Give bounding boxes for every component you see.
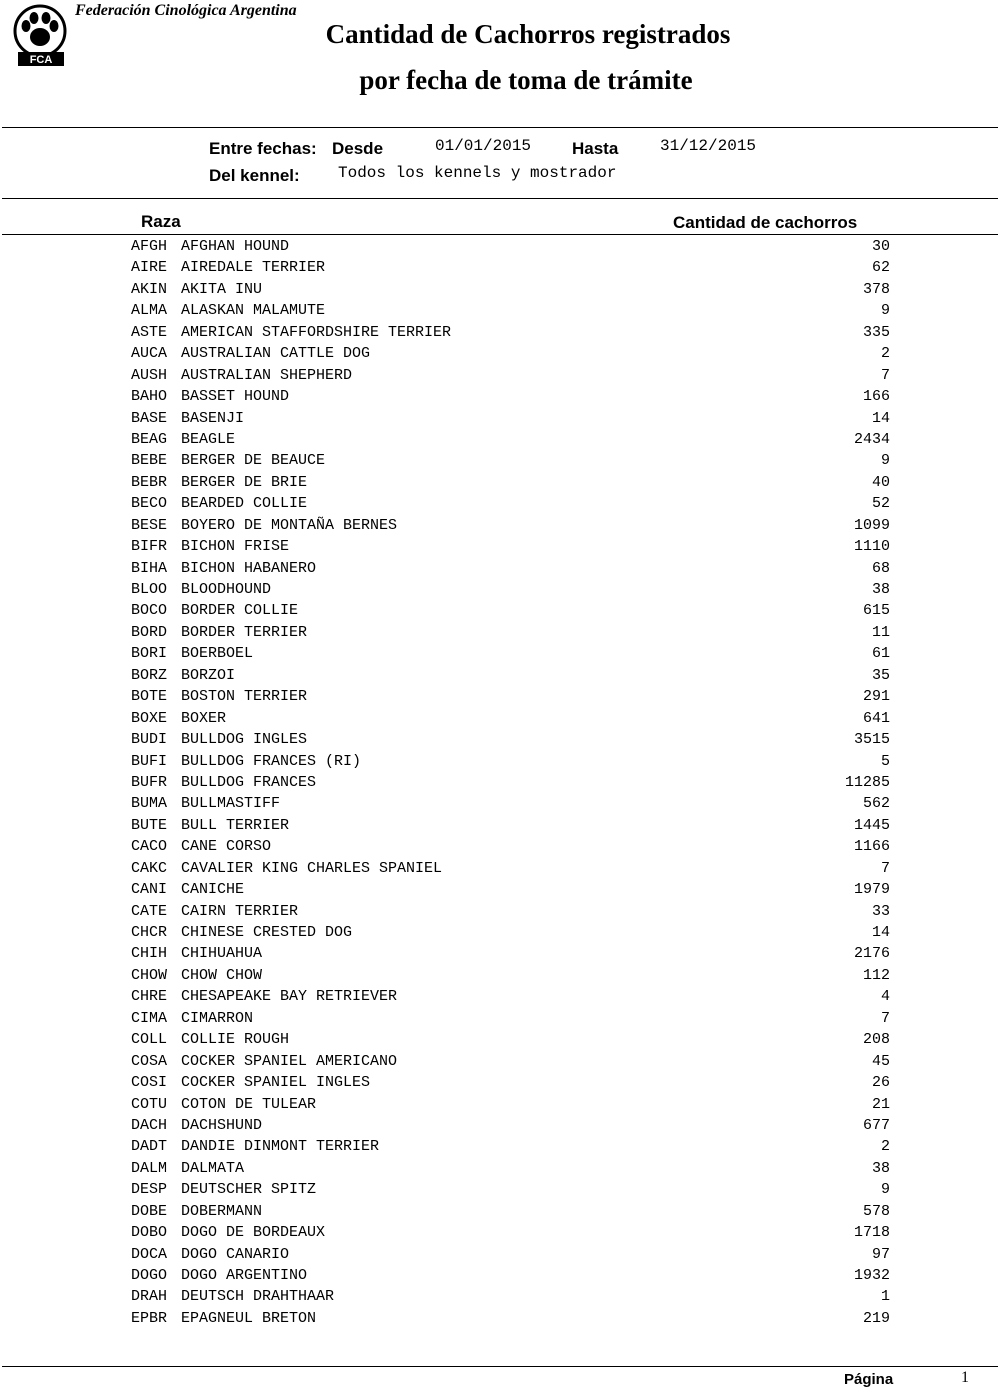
breed-code: CACO [131,838,168,856]
breed-name: DOGO CANARIO [181,1245,290,1263]
table-row [0,1136,1000,1157]
puppy-count: 335 [862,323,890,341]
breed-name: BORDER TERRIER [181,623,308,641]
page-label: Página [844,1371,894,1388]
breed-name: CHINESE CRESTED DOG [181,924,353,941]
table-row [0,1222,1000,1243]
breed-code: BECO [131,495,168,513]
breed-code: AIRE [131,259,168,277]
puppy-count: 33 [871,902,890,920]
breed-name: BEAGLE [181,430,236,448]
puppy-count: 7 [880,1009,890,1027]
breed-code: AKIN [131,280,168,298]
divider-top [2,127,998,128]
table-row [0,879,1000,900]
breed-name: BLOODHOUND [181,581,272,598]
table-row [0,536,1000,557]
page-number: 1 [961,1369,969,1386]
table-row [0,236,1000,257]
puppy-count: 38 [871,1159,890,1177]
table-row [0,665,1000,686]
breed-code: AUCA [131,345,168,363]
table-row [0,1051,1000,1072]
breed-code: BLOO [131,581,168,598]
breed-name: CAIRN TERRIER [181,902,299,920]
breed-name: COCKER SPANIEL INGLES [181,1074,371,1092]
breed-code: DOCA [131,1245,168,1263]
breed-code: CHRE [131,988,168,1006]
breed-name: BULLDOG INGLES [181,731,308,749]
breed-code: COSI [131,1074,168,1092]
breed-name: DALMATA [181,1159,245,1177]
table-row [0,772,1000,793]
breed-name: DOGO DE BORDEAUX [181,1224,326,1242]
breed-name: BOERBOEL [181,645,254,663]
from-date-value: 01/01/2015 [435,137,532,155]
breed-code: DOBE [131,1202,168,1220]
breed-code: ASTE [131,323,168,341]
puppy-count: 7 [880,859,890,877]
breed-code: BUDI [131,731,168,749]
puppy-count: 4 [880,988,890,1006]
breed-code: CATE [131,902,168,920]
breed-code: DALM [131,1159,168,1177]
breed-code: COLL [131,1031,168,1049]
puppy-count: 68 [871,559,890,577]
breed-name: DOBERMANN [181,1202,263,1220]
divider-bottom [2,1366,998,1367]
breed-name: BORZOI [181,666,236,684]
puppy-count: 219 [862,1309,890,1327]
puppy-count: 21 [871,1095,890,1113]
breed-code: BEBE [131,452,168,470]
breed-name: DEUTSCH DRAHTHAAR [181,1288,335,1306]
puppy-count: 9 [880,452,890,470]
puppy-count: 1979 [853,881,890,899]
breed-name: BASENJI [181,409,245,427]
puppy-count: 26 [871,1074,890,1092]
table-row [0,257,1000,278]
breed-code: DACH [131,1116,168,1134]
table-row [0,729,1000,750]
puppy-count: 30 [871,238,890,255]
table-row [0,643,1000,664]
breed-code: CHIH [131,945,168,963]
breed-code: BORI [131,645,168,663]
breed-code: BEBR [131,473,168,491]
breed-name: BULLMASTIFF [181,795,281,813]
puppy-count: 2434 [853,430,890,448]
breed-code: BOCO [131,602,168,620]
breed-code: BESE [131,516,168,534]
breed-code: AFGH [131,238,168,255]
puppy-count: 1099 [853,516,890,534]
table-row [0,1201,1000,1222]
table-row [0,365,1000,386]
puppy-count: 578 [862,1202,890,1220]
breed-name: AUSTRALIAN CATTLE DOG [181,345,371,363]
table-row [0,579,1000,600]
table-row [0,858,1000,879]
breed-name: BICHON FRISE [181,538,290,556]
table-row [0,1029,1000,1050]
puppy-count: 1110 [853,538,890,556]
table-row [0,622,1000,643]
table-row [0,386,1000,407]
puppy-count: 2 [880,1138,890,1156]
table-row [0,793,1000,814]
table-row [0,1265,1000,1286]
puppy-count: 38 [871,581,890,598]
breed-name: BORDER COLLIE [181,602,299,620]
puppy-count: 9 [880,302,890,320]
puppy-count: 112 [862,966,890,984]
table-row [0,1308,1000,1329]
puppy-count: 7 [880,366,890,384]
breed-code: BOXE [131,709,168,727]
table-row [0,343,1000,364]
breed-code: BOTE [131,688,168,706]
breed-code: BASE [131,409,168,427]
column-header-count: Cantidad de cachorros [673,213,858,232]
breed-name: ALASKAN MALAMUTE [181,302,326,320]
table-row [0,901,1000,922]
table-row [0,558,1000,579]
to-label: Hasta [572,139,619,158]
table-row [0,322,1000,343]
breed-name: EPAGNEUL BRETON [181,1309,317,1327]
table-row [0,751,1000,772]
puppy-count: 11285 [844,773,890,791]
breed-name: DEUTSCHER SPITZ [181,1181,317,1199]
breed-name: CIMARRON [181,1009,254,1027]
puppy-count: 1166 [853,838,890,856]
table-row [0,1286,1000,1307]
breed-code: DESP [131,1181,168,1199]
breed-code: DADT [131,1138,168,1156]
breed-name: AFGHAN HOUND [181,238,290,255]
breed-name: BERGER DE BRIE [181,473,308,491]
breed-code: BORZ [131,666,168,684]
breed-name: BULL TERRIER [181,816,290,834]
puppy-count: 2 [880,345,890,363]
breed-name: AUSTRALIAN SHEPHERD [181,366,353,384]
breed-code: BORD [131,623,168,641]
table-row [0,472,1000,493]
kennel-value: Todos los kennels y mostrador [338,164,617,182]
table-row [0,815,1000,836]
breed-name: DACHSHUND [181,1116,263,1134]
puppy-count: 1932 [853,1267,890,1284]
table-row [0,300,1000,321]
column-header-breed: Raza [141,212,181,231]
breed-name: AMERICAN STAFFORDSHIRE TERRIER [181,323,452,341]
puppy-count: 62 [871,259,890,277]
breed-code: CHCR [131,924,168,941]
puppy-count: 1 [880,1288,890,1306]
breed-name: BASSET HOUND [181,388,290,406]
table-row [0,708,1000,729]
breed-code: BIFR [131,538,168,556]
puppy-count: 61 [871,645,890,663]
puppy-count: 641 [862,709,890,727]
breed-name: DOGO ARGENTINO [181,1267,308,1284]
breed-code: BEAG [131,430,168,448]
from-label: Desde [332,139,384,158]
puppy-count: 14 [871,409,890,427]
table-row [0,408,1000,429]
table-row [0,943,1000,964]
breed-code: DRAH [131,1288,168,1306]
puppy-count: 3515 [853,731,890,749]
breed-code: COSA [131,1052,168,1070]
puppy-count: 562 [862,795,890,813]
breed-name: CHESAPEAKE BAY RETRIEVER [181,988,398,1006]
table-row [0,1072,1000,1093]
divider-header [2,234,998,235]
table-row [0,1158,1000,1179]
table-row [0,493,1000,514]
puppy-count: 52 [871,495,890,513]
puppy-count: 166 [862,388,890,406]
table-row [0,686,1000,707]
table-row [0,1179,1000,1200]
puppy-count: 97 [871,1245,890,1263]
table-row [0,1115,1000,1136]
table-row [0,600,1000,621]
report-title-line2: por fecha de toma de trámite [359,65,693,95]
organization-name: Federación Cinológica Argentina [75,2,297,19]
breed-code: BAHO [131,388,168,406]
table-row [0,450,1000,471]
breed-name: CANE CORSO [181,838,272,856]
breed-name: BOYERO DE MONTAÑA BERNES [181,516,398,534]
table-row [0,1094,1000,1115]
breed-code: BUFI [131,752,168,770]
breed-code: BIHA [131,559,168,577]
logo-text: FCA [29,54,53,66]
breed-name: CHOW CHOW [181,966,263,984]
breed-code: COTU [131,1095,168,1113]
divider-filters [2,198,998,199]
table-row [0,515,1000,536]
puppy-count: 1445 [853,816,890,834]
breed-name: CAVALIER KING CHARLES SPANIEL [181,859,443,877]
breed-code: BUTE [131,816,168,834]
breed-name: COCKER SPANIEL AMERICANO [181,1052,398,1070]
table-row [0,986,1000,1007]
breed-code: BUFR [131,773,168,791]
breed-code: CHOW [131,966,168,984]
table-row [0,429,1000,450]
puppy-count: 35 [871,666,890,684]
breed-code: EPBR [131,1309,168,1327]
breed-name: BICHON HABANERO [181,559,317,577]
breed-code: AUSH [131,366,168,384]
puppy-count: 5 [880,752,890,770]
breed-name: BULLDOG FRANCES [181,773,317,791]
breed-name: COTON DE TULEAR [181,1095,317,1113]
puppy-count: 677 [862,1116,890,1134]
breed-code: CANI [131,881,168,899]
breed-code: DOGO [131,1267,168,1284]
report-title-line1: Cantidad de Cachorros registrados [325,19,731,49]
to-date-value: 31/12/2015 [660,137,757,155]
puppy-count: 11 [871,623,890,641]
puppy-count: 378 [862,280,890,298]
kennel-label: Del kennel: [209,166,300,185]
breed-name: BOXER [181,709,227,727]
puppy-count: 40 [871,473,890,491]
breed-code: ALMA [131,302,168,320]
breed-name: BERGER DE BEAUCE [181,452,326,470]
table-row [0,1008,1000,1029]
puppy-count: 2176 [853,945,890,963]
table-row [0,965,1000,986]
breed-name: COLLIE ROUGH [181,1031,290,1049]
puppy-count: 208 [862,1031,890,1049]
breed-name: AIREDALE TERRIER [181,259,326,277]
breed-code: CIMA [131,1009,168,1027]
breed-name: DANDIE DINMONT TERRIER [181,1138,380,1156]
breed-code: BUMA [131,795,168,813]
puppy-count: 45 [871,1052,890,1070]
breed-name: BULLDOG FRANCES (RI) [181,752,362,770]
breed-name: BOSTON TERRIER [181,688,308,706]
breed-name: BEARDED COLLIE [181,495,308,513]
breed-code: DOBO [131,1224,168,1242]
table-row [0,836,1000,857]
breed-code: CAKC [131,859,168,877]
puppy-count: 1718 [853,1224,890,1242]
breed-table [0,236,1000,1329]
breed-name: CANICHE [181,881,245,899]
breed-name: AKITA INU [181,280,263,298]
table-row [0,1244,1000,1265]
table-row [0,922,1000,943]
date-range-label: Entre fechas: [209,139,317,158]
puppy-count: 291 [862,688,890,706]
puppy-count: 615 [862,602,890,620]
breed-name: CHIHUAHUA [181,945,263,963]
puppy-count: 9 [880,1181,890,1199]
puppy-count: 14 [871,924,890,941]
table-row [0,279,1000,300]
